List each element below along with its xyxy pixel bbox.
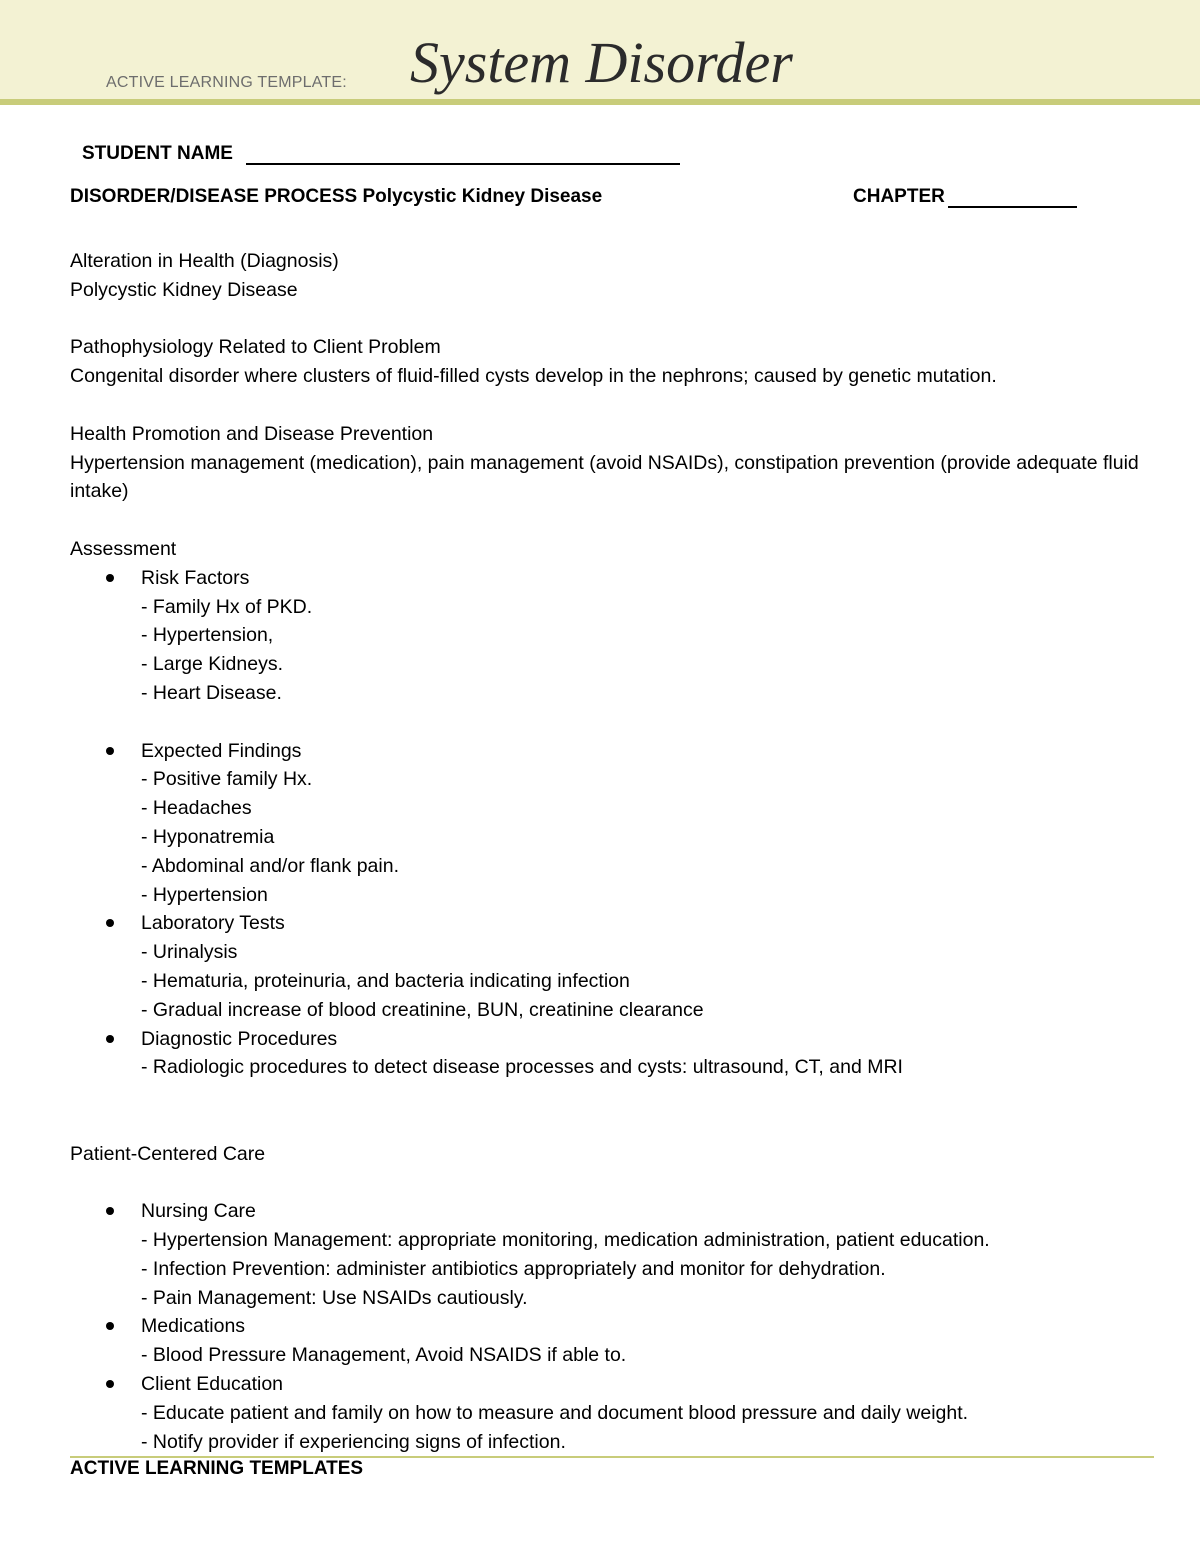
- list-item-title: Laboratory Tests: [141, 912, 285, 935]
- student-name-field[interactable]: [246, 163, 680, 165]
- list-item: [70, 1370, 1150, 1456]
- list-subitem: - Gradual increase of blood creatinine, BUN, creatinine clearance: [141, 998, 704, 1021]
- section-heading: Assessment: [70, 537, 177, 560]
- section-heading: Alteration in Health (Diagnosis): [70, 250, 339, 272]
- bullet-icon: [106, 747, 114, 755]
- list-item: [70, 909, 1150, 1024]
- list-subitem: - Notify provider if experiencing signs of infection.: [141, 1430, 566, 1453]
- section-text: Congenital disorder where clusters of fluid-filled cysts develop in the nephrons; caused by genetic mutation.: [70, 365, 997, 388]
- list-item-title: Risk Factors: [141, 566, 250, 589]
- list-subitem: - Hyponatremia: [141, 825, 275, 848]
- student-name-label: STUDENT NAME: [82, 143, 233, 164]
- bullet-icon: [106, 1035, 114, 1043]
- list-subitem: - Positive family Hx.: [141, 768, 313, 791]
- list-item: [70, 1025, 1150, 1083]
- section-text: Polycystic Kidney Disease: [70, 278, 298, 301]
- list-subitem: - Infection Prevention: administer antibiotics appropriately and monitor for dehydration.: [141, 1257, 886, 1280]
- list-item-title: Expected Findings: [141, 739, 302, 762]
- patient-care-list: [70, 1197, 1150, 1456]
- bullet-icon: [106, 1380, 114, 1388]
- list-subitem: - Radiologic procedures to detect disease processes and cysts: ultrasound, CT, and MRI: [141, 1056, 903, 1079]
- list-subitem: - Blood Pressure Management, Avoid NSAIDS if able to.: [141, 1344, 627, 1367]
- footer-text: ACTIVE LEARNING TEMPLATES: [70, 1458, 364, 1479]
- list-subitem: - Hypertension Management: appropriate monitoring, medication administration, patient education.: [141, 1229, 990, 1252]
- section-text: Hypertension management (medication), pain management (avoid NSAIDs), constipation prevention (provide adequate fluid intake): [70, 451, 1139, 503]
- list-item-title: Medications: [141, 1315, 246, 1338]
- bullet-icon: [106, 574, 114, 582]
- list-item-title: Nursing Care: [141, 1200, 256, 1223]
- list-item: [70, 1197, 1150, 1312]
- bullet-icon: [106, 1322, 114, 1330]
- bullet-icon: [106, 919, 114, 927]
- list-subitem: - Headaches: [141, 797, 252, 820]
- chapter-field[interactable]: [948, 206, 1077, 208]
- list-subitem: - Urinalysis: [141, 941, 238, 964]
- list-subitem: - Pain Management: Use NSAIDs cautiously.: [141, 1286, 528, 1309]
- template-title: System Disorder: [410, 30, 793, 95]
- list-subitem: - Hematuria, proteinuria, and bacteria indicating infection: [141, 969, 630, 992]
- chapter-label: CHAPTER: [853, 186, 945, 207]
- document-body: [70, 247, 1150, 1456]
- list-item-title: Client Education: [141, 1373, 284, 1396]
- list-subitem: - Abdominal and/or flank pain.: [141, 854, 399, 877]
- disorder-label: DISORDER/DISEASE PROCESS: [70, 186, 358, 207]
- list-item: [70, 564, 1150, 737]
- list-item: [70, 737, 1150, 910]
- list-item: [70, 1312, 1150, 1370]
- section-heading: Pathophysiology Related to Client Problem: [70, 336, 441, 359]
- list-subitem: - Family Hx of PKD.: [141, 595, 313, 618]
- list-subitem: - Hypertension,: [141, 624, 274, 647]
- header-divider: [0, 99, 1200, 105]
- list-subitem: - Large Kidneys.: [141, 653, 283, 676]
- list-subitem: - Hypertension: [141, 883, 268, 906]
- disorder-row: [70, 186, 602, 208]
- list-subitem: - Educate patient and family on how to measure and document blood pressure and daily weight.: [141, 1401, 969, 1424]
- section-heading: Health Promotion and Disease Prevention: [70, 422, 434, 445]
- disorder-value: Polycystic Kidney Disease: [362, 186, 603, 207]
- bullet-icon: [106, 1207, 114, 1215]
- list-subitem: - Heart Disease.: [141, 681, 282, 704]
- section-heading: Patient-Centered Care: [70, 1142, 266, 1165]
- list-item-title: Diagnostic Procedures: [141, 1027, 338, 1050]
- assessment-list: [70, 564, 1150, 1082]
- template-label: ACTIVE LEARNING TEMPLATE:: [106, 74, 347, 91]
